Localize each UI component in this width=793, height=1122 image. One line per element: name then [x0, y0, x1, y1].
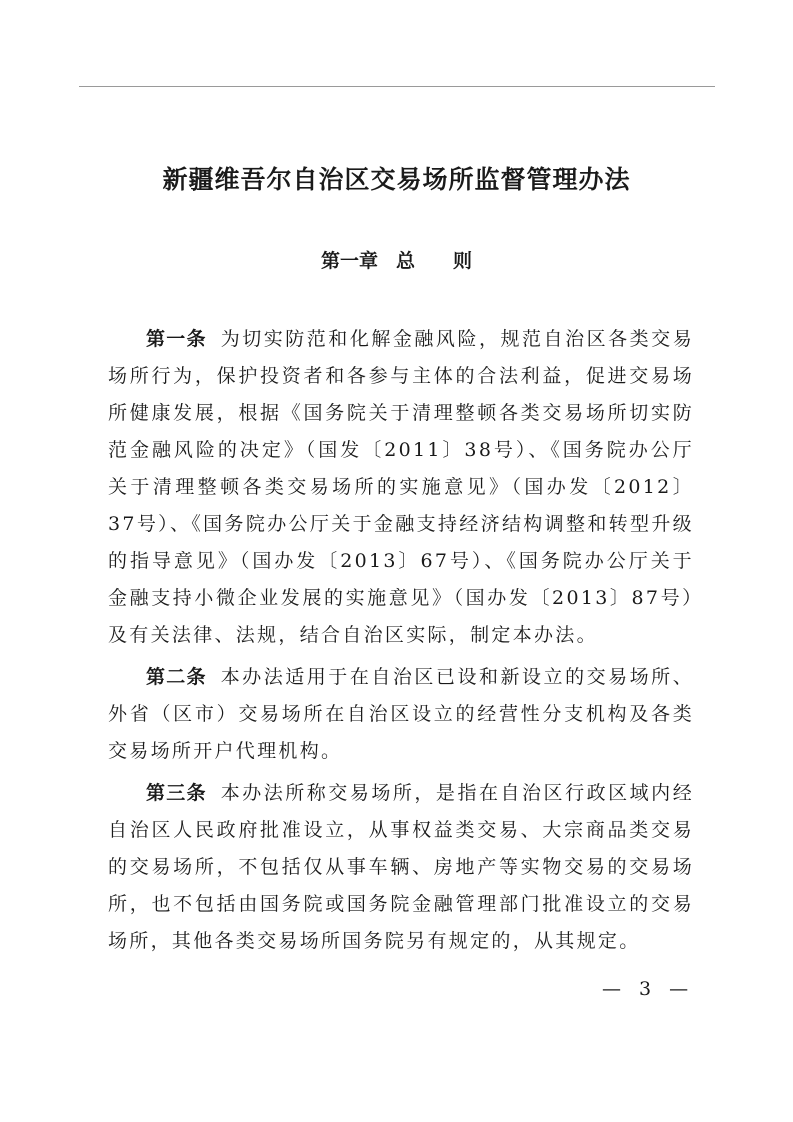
article-text: 本办法所称交易场所，是指在自治区行政区域内经自治区人民政府批准设立，从事权益类交易、大宗商品类交易的交易场所，不包括仅从事车辆、房地产等实物交易的交易场所，也不包括由国务院或国务院金融管理部门批准设立的交易场所，其他各类交易场所国务院另有规定的，从其规定。 [108, 782, 694, 952]
chapter-title-part-2: 则 [453, 250, 473, 272]
chapter-title-part-1: 总 [395, 250, 415, 272]
chapter-heading [0, 246, 793, 273]
article-label: 第三条 [146, 782, 207, 804]
article-text: 为切实防范和化解金融风险，规范自治区各类交易场所行为，保护投资者和各参与主体的合法利益，促进交易场所健康发展，根据《国务院关于清理整顿各类交易场所切实防范金融风险的决定》（国发〔2011〕38号）、《国务院办公厅关于清理整顿各类交易场所的实施意见》（国办发〔2012〕37号）、《国务院办公厅关于金融支持经济结构调整和转型升级的指导意见》（国办发〔2013〕67号）、《国务院办公厅关于金融支持小微企业发展的实施意见》（国办发〔2013〕87号）及有关法律、法规，结合自治区实际，制定本办法。 [108, 328, 694, 646]
article-3 [108, 775, 694, 960]
chapter-number: 第一章 [320, 250, 378, 272]
article-1 [108, 321, 694, 654]
article-text: 本办法适用于在自治区已设和新设立的交易场所、外省（区市）交易场所在自治区设立的经营性分支机构及各类交易场所开户代理机构。 [108, 666, 694, 762]
article-label: 第二条 [146, 666, 207, 688]
document-title: 新疆维吾尔自治区交易场所监督管理办法 [162, 165, 631, 194]
page-number: — 3 — [602, 978, 695, 1000]
article-label: 第一条 [146, 328, 207, 350]
article-2 [108, 659, 694, 770]
header-rule [79, 86, 715, 87]
document-body [108, 321, 694, 960]
